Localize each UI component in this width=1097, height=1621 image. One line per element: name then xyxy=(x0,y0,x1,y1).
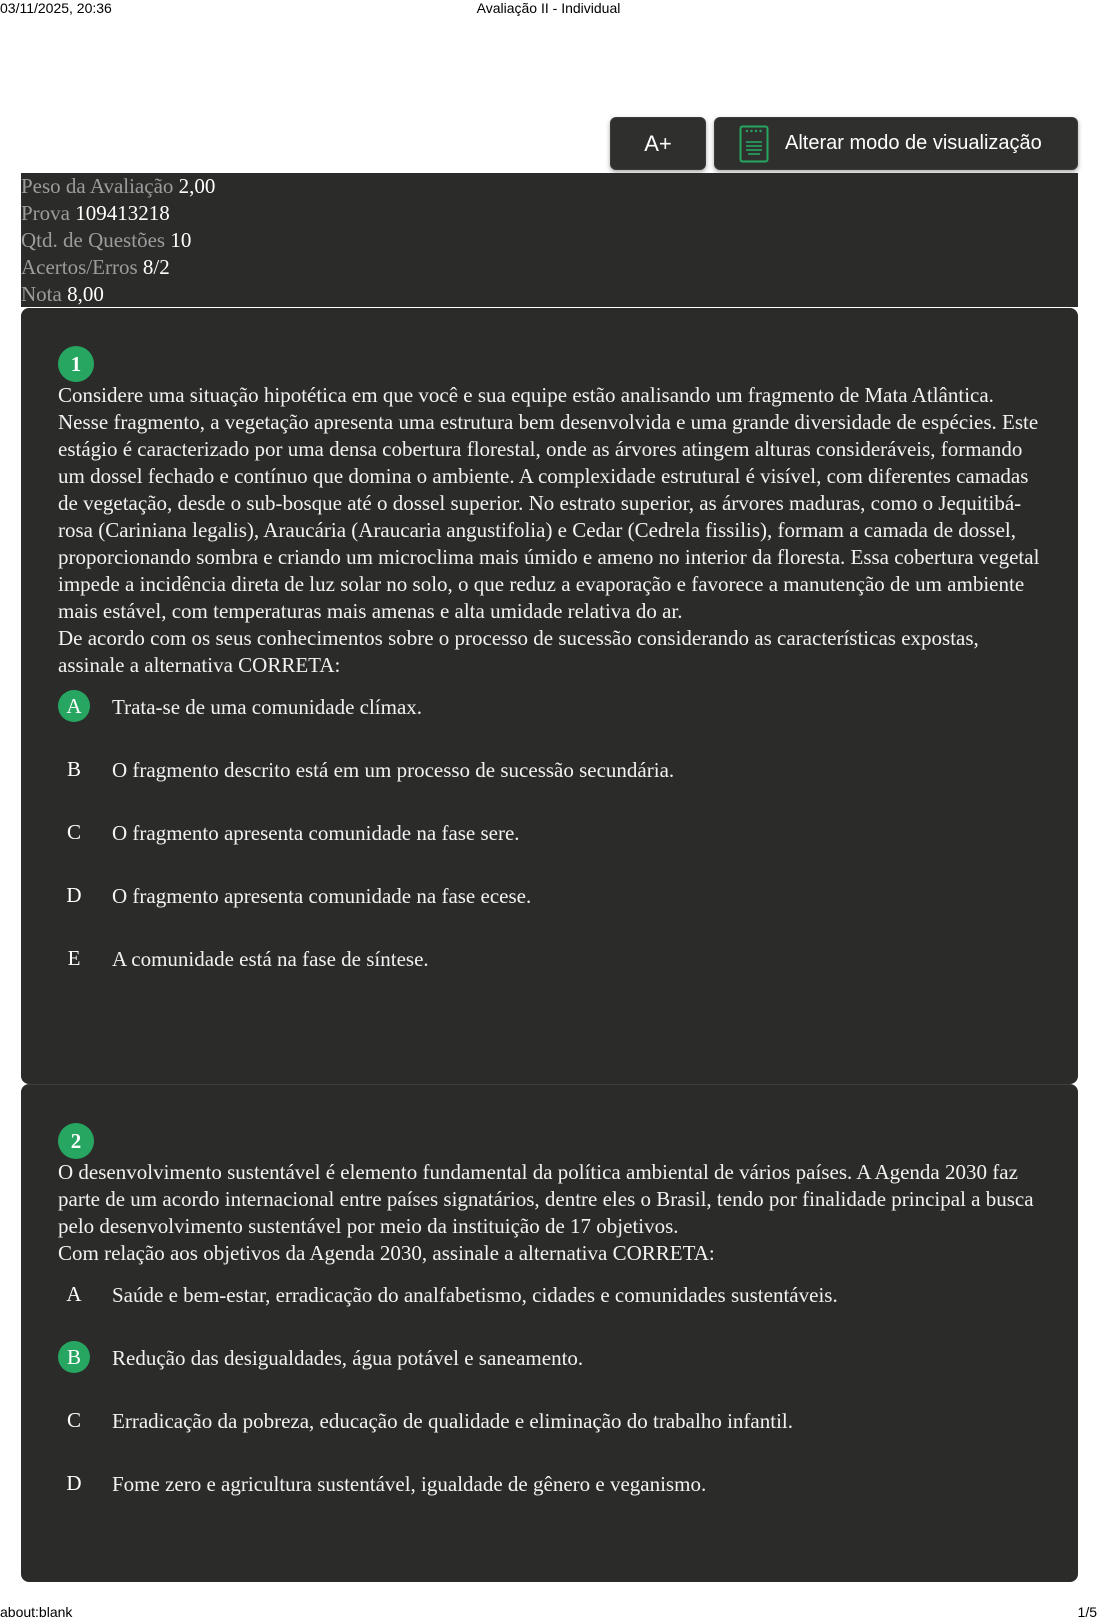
print-datetime: 03/11/2025, 20:36 xyxy=(0,0,112,16)
increase-font-button[interactable] xyxy=(610,117,706,170)
option-letter: E xyxy=(67,945,81,970)
prova-label: Prova xyxy=(21,201,70,225)
peso-value: 2,00 xyxy=(178,174,216,198)
question-prompt: De acordo com os seus conhecimentos sobre o processo de sucessão considerando as características expostas, assinale a alternativa CORRETA: xyxy=(58,626,979,677)
nota-label: Nota xyxy=(21,282,62,306)
option-letter: A xyxy=(66,1281,82,1306)
print-page-title: Avaliação II - Individual xyxy=(476,0,621,16)
option-text: O fragmento descrito está em um processo de sucessão secundária. xyxy=(112,758,675,782)
evaluation-summary xyxy=(21,173,1078,307)
document-list-icon xyxy=(739,125,769,163)
option-text: O fragmento apresenta comunidade na fase ecese. xyxy=(112,884,532,908)
summary-row-questoes xyxy=(21,227,1078,254)
prova-value: 109413218 xyxy=(75,201,170,225)
answer-option[interactable] xyxy=(58,882,1042,945)
change-view-mode-label: Alterar modo de visualização xyxy=(785,132,1042,154)
option-letter-selected: A xyxy=(58,690,90,722)
print-header xyxy=(0,0,1097,17)
print-url: about:blank xyxy=(0,1604,73,1620)
question-number-badge: 2 xyxy=(58,1123,94,1159)
print-page-number: 1/5 xyxy=(1077,1604,1097,1620)
option-text: Fome zero e agricultura sustentável, igualdade de gênero e veganismo. xyxy=(112,1472,707,1496)
summary-row-acertos xyxy=(21,254,1078,281)
option-letter: B xyxy=(66,756,81,781)
question-card-1 xyxy=(21,308,1078,1084)
answer-option[interactable] xyxy=(58,1407,1042,1470)
answer-option[interactable] xyxy=(58,756,1042,819)
nota-value: 8,00 xyxy=(67,282,104,306)
option-text: Saúde e bem-estar, erradicação do analfabetismo, cidades e comunidades sustentáveis. xyxy=(112,1283,838,1307)
acertos-erros-value: 8/2 xyxy=(142,255,170,279)
summary-row-prova xyxy=(21,200,1078,227)
peso-label: Peso da Avaliação xyxy=(21,174,174,198)
question-card-2 xyxy=(21,1084,1078,1582)
acertos-erros-label: Acertos/Erros xyxy=(21,255,138,279)
answer-option[interactable] xyxy=(58,1281,1042,1344)
option-text: Erradicação da pobreza, educação de qualidade e eliminação do trabalho infantil. xyxy=(112,1409,793,1433)
question-statement xyxy=(58,1159,1042,1267)
question-prompt: Com relação aos objetivos da Agenda 2030, assinale a alternativa CORRETA: xyxy=(58,1241,715,1265)
answer-option[interactable] xyxy=(58,1344,1042,1407)
answer-options xyxy=(58,693,1042,1008)
answer-option[interactable] xyxy=(58,945,1042,1008)
option-letter-selected: B xyxy=(58,1341,90,1373)
option-text: Redução das desigualdades, água potável e saneamento. xyxy=(112,1346,584,1370)
answer-option[interactable] xyxy=(58,693,1042,756)
increase-font-label: A+ xyxy=(644,130,672,156)
question-statement xyxy=(58,382,1042,679)
print-footer xyxy=(0,1603,1097,1621)
summary-row-nota xyxy=(21,281,1078,308)
change-view-mode-button[interactable] xyxy=(714,117,1078,170)
question-number-badge: 1 xyxy=(58,346,94,382)
question-text: Considere uma situação hipotética em que você e sua equipe estão analisando um fragmento de Mata Atlântica. Nesse fragmento, a vegetação apresenta uma estrutura bem desenvolvida e uma grande diversidade de espécies. Este estágio é caracterizado por uma densa cobertura florestal, onde as árvores atingem alturas consideráveis, formando um dossel fechado e contínuo que domina o ambiente. A complexidade estrutural é visível, com diferentes camadas de vegetação, desde o sub-bosque até o dossel superior. No estrato superior, as árvores maduras, como o Jequitibá-rosa (Cariniana legalis), Araucária (Araucaria angustifolia) e Cedar (Cedrela fissilis), formam a camada de dossel, proporcionando sombra e criando um microclima mais úmido e ameno no interior da floresta. Essa cobertura vegetal impede a incidência direta de luz solar no solo, o que reduz a evaporação e favorece a manutenção de um ambiente mais estável, com temperaturas mais amenas e alta umidade relativa do ar. xyxy=(58,383,1040,623)
option-text: O fragmento apresenta comunidade na fase sere. xyxy=(112,821,520,845)
option-letter: D xyxy=(66,1470,82,1495)
option-text: Trata-se de uma comunidade clímax. xyxy=(112,695,423,719)
question-text: O desenvolvimento sustentável é elemento fundamental da política ambiental de vários países. A Agenda 2030 faz parte de um acordo internacional entre países signatários, dentre eles o Brasil, tendo por finalidade principal a busca pelo desenvolvimento sustentável por meio da instituição de 17 objetivos. xyxy=(58,1160,1034,1238)
answer-options xyxy=(58,1281,1042,1533)
qtd-questoes-label: Qtd. de Questões xyxy=(21,228,166,252)
answer-option[interactable] xyxy=(58,1470,1042,1533)
option-letter: D xyxy=(66,882,82,907)
answer-option[interactable] xyxy=(58,819,1042,882)
qtd-questoes-value: 10 xyxy=(170,228,192,252)
option-letter: C xyxy=(66,1407,81,1432)
summary-row-peso xyxy=(21,173,1078,200)
option-text: A comunidade está na fase de síntese. xyxy=(112,947,429,971)
option-letter: C xyxy=(66,819,81,844)
